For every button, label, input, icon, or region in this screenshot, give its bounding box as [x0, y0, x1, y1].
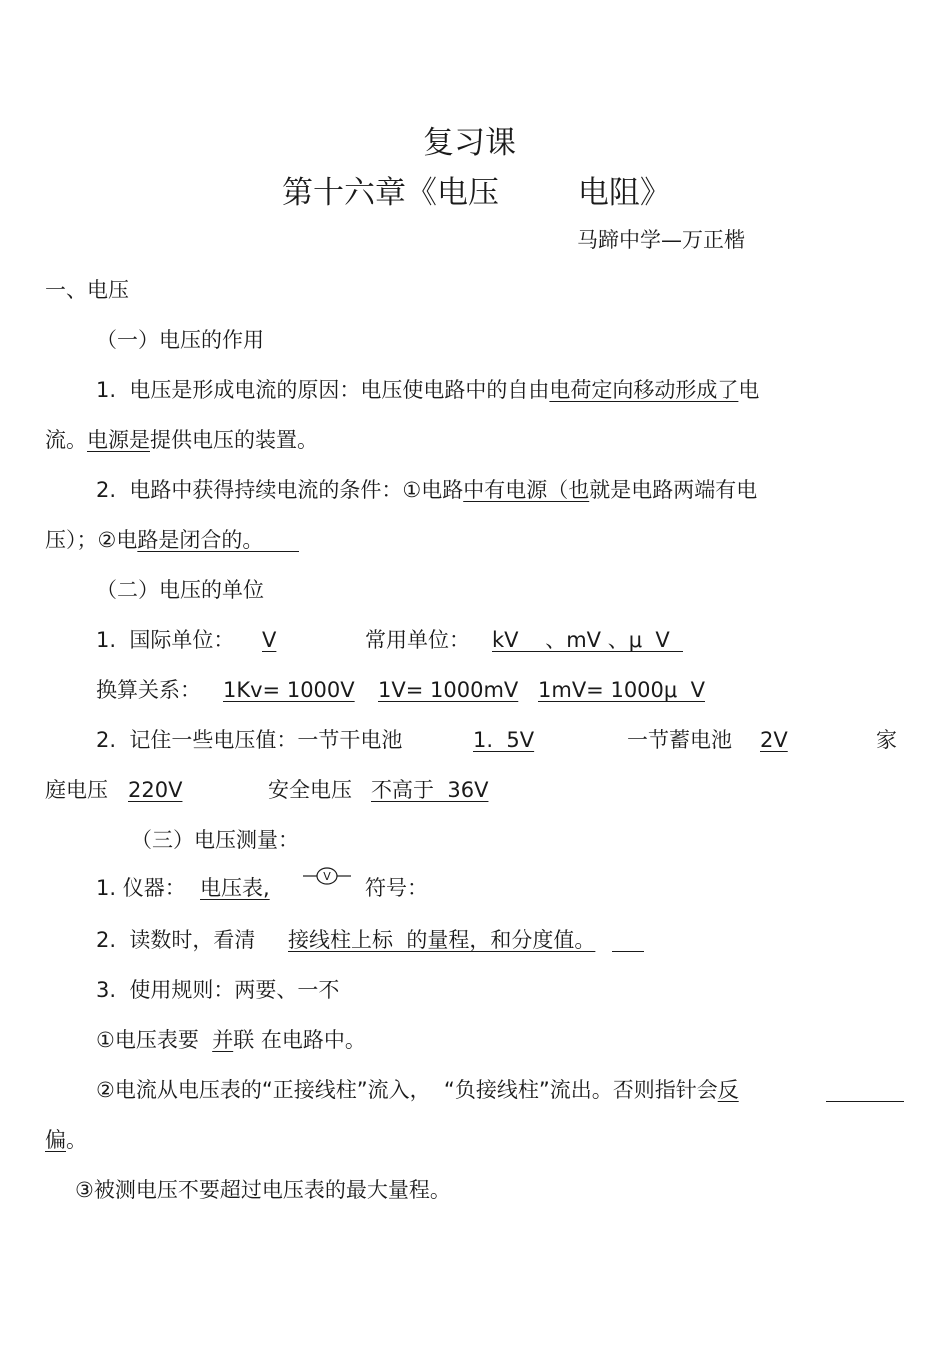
- fill-in-answer: 偏: [45, 1128, 66, 1152]
- paragraph-line: 压）；②电路是闭合的。: [45, 528, 264, 552]
- rule-line: ①电压表要 并联 在电路中。: [96, 1028, 366, 1052]
- units-label: 1. 国际单位：: [96, 628, 235, 652]
- underline-blank: [826, 1101, 904, 1102]
- conversion-label: 换算关系：: [96, 678, 201, 702]
- paragraph-line: 庭电压: [45, 778, 108, 802]
- paragraph-line: 家: [876, 728, 897, 752]
- fill-in-answer: 2V: [760, 728, 788, 752]
- fill-in-answer: 中有电源（也: [463, 478, 590, 502]
- fill-in-answer: 1. 5V: [473, 728, 535, 752]
- section-heading-voltage: 一、电压: [45, 278, 129, 302]
- rule-line: ③被测电压不要超过电压表的最大量程。: [75, 1178, 451, 1202]
- fill-in-answer: 电源是: [87, 428, 150, 452]
- paragraph-line: 2. 读数时，看清: [96, 928, 256, 952]
- fill-in-answer: 反: [717, 1078, 739, 1102]
- paragraph-line: 一节蓄电池: [627, 728, 732, 752]
- paragraph-line: 流。电源是提供电压的装置。: [45, 428, 318, 452]
- rule-line: 偏。: [45, 1128, 87, 1152]
- paragraph-line: 2. 记住一些电压值：一节干电池: [96, 728, 403, 752]
- subsection-heading-measurement: （三）电压测量：: [131, 828, 299, 852]
- voltmeter-symbol-letter: V: [323, 870, 331, 883]
- fill-in-answer: 路是闭合的。: [137, 528, 264, 552]
- paragraph-line: 安全电压: [268, 778, 352, 802]
- fill-in-answer: 1mV= 1000μ V: [538, 678, 705, 702]
- rule-line: ②电流从电压表的“正接线柱”流入， “负接线柱”流出。否则指针会反: [96, 1078, 739, 1102]
- fill-in-answer: 并: [212, 1028, 234, 1052]
- fill-in-answer: 1V= 1000mV: [378, 678, 519, 702]
- fill-in-answer: 电荷定向移动形成了: [549, 378, 739, 402]
- page-title: 复习课: [423, 125, 516, 161]
- paragraph-line: 1. 电压是形成电流的原因：电压使电路中的自由电荷定向移动形成了电: [96, 378, 760, 402]
- fill-in-answer: kV 、mV 、μ V: [492, 628, 670, 652]
- voltmeter-symbol-icon: [303, 864, 353, 888]
- units-label: 常用单位：: [365, 628, 470, 652]
- author-line: 马蹄中学—万正楷: [577, 228, 745, 252]
- fill-in-answer: 电压表,: [200, 876, 270, 900]
- fill-in-answer: 1Kv= 1000V: [223, 678, 355, 702]
- paragraph-line: 2. 电路中获得持续电流的条件：①电路中有电源（也就是电路两端有电: [96, 478, 758, 502]
- fill-in-answer: 不高于 36V: [371, 778, 489, 802]
- underline-blank: [665, 651, 683, 652]
- paragraph-line: 符号：: [365, 876, 428, 900]
- subsection-heading-function: （一）电压的作用: [96, 328, 264, 352]
- paragraph-line: 3. 使用规则：两要、一不: [96, 978, 340, 1002]
- underline-blank: [243, 551, 299, 552]
- chapter-title: 第十六章《电压 电阻》: [282, 175, 671, 211]
- paragraph-line: 1. 仪器：: [96, 876, 186, 900]
- fill-in-answer: V: [262, 628, 277, 652]
- subsection-heading-units: （二）电压的单位: [96, 578, 264, 602]
- fill-in-answer: 220V: [128, 778, 183, 802]
- underline-blank: [612, 951, 644, 952]
- fill-in-answer: 接线柱上标 的量程，和分度值。: [288, 928, 596, 952]
